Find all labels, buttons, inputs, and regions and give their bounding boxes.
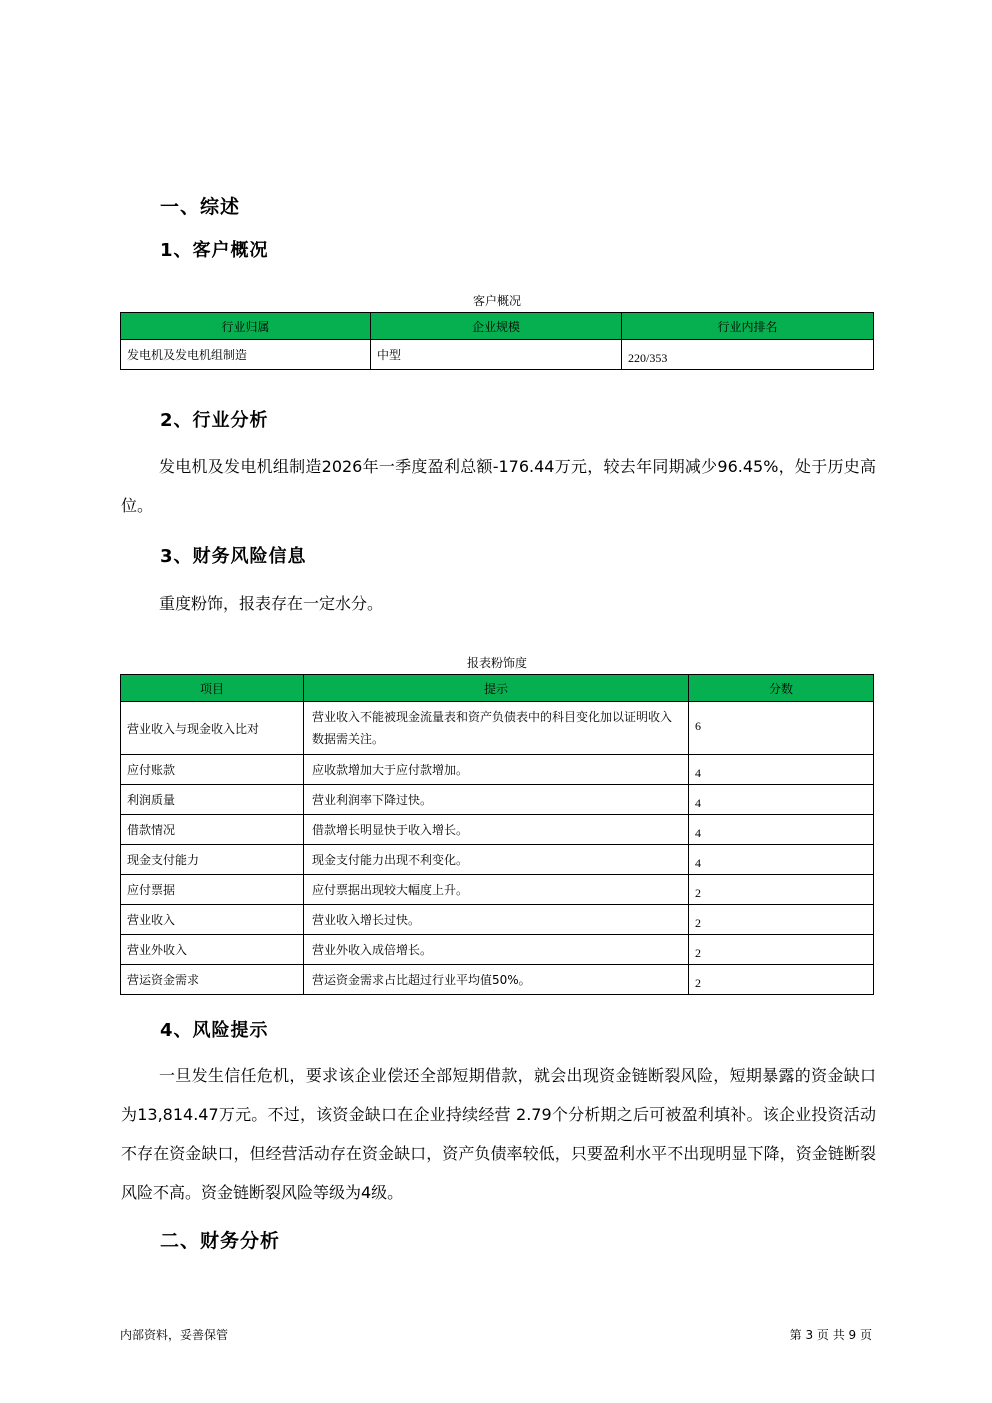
score-cell: 2 [689, 875, 874, 905]
table-header-cell: 行业归属 [121, 313, 371, 340]
score-cell: 2 [689, 965, 874, 995]
score-cell: 4 [689, 815, 874, 845]
table-header-cell: 提示 [304, 675, 689, 702]
table-header-row [121, 675, 874, 702]
footer-page-number: 第 3 页 共 9 页 [789, 1328, 872, 1342]
item-cell: 借款情况 [121, 815, 304, 845]
scale-cell: 中型 [371, 340, 622, 370]
table-row [121, 340, 874, 370]
overview-table-caption: 客户概况 [472, 294, 521, 308]
item-cell: 营业收入 [121, 905, 304, 935]
hint-cell: 营业外收入成倍增长。 [304, 935, 689, 965]
section-title-risk-warning: 4、风险提示 [160, 1020, 269, 1041]
score-cell: 4 [689, 785, 874, 815]
hint-cell: 营业收入不能被现金流量表和资产负债表中的科目变化加以证明收入数据需关注。 [304, 702, 689, 755]
table-row [121, 755, 874, 785]
section-title-risk-info: 3、财务风险信息 [160, 546, 307, 567]
item-cell: 应付账款 [121, 755, 304, 785]
table-header-cell: 项目 [121, 675, 304, 702]
score-cell: 4 [689, 755, 874, 785]
hint-cell: 应付票据出现较大幅度上升。 [304, 875, 689, 905]
hint-cell: 营业利润率下降过快。 [304, 785, 689, 815]
rank-cell: 220/353 [622, 340, 874, 370]
item-cell: 营运资金需求 [121, 965, 304, 995]
item-cell: 营业收入与现金收入比对 [121, 702, 304, 755]
industry-paragraph: 发电机及发电机组制造2026年一季度盈利总额-176.44万元，较去年同期减少96.45%，处于历史高位。 [121, 457, 876, 515]
overview-table [120, 312, 874, 370]
table-header-cell: 企业规模 [371, 313, 622, 340]
score-cell: 2 [689, 905, 874, 935]
table-header-cell: 行业内排名 [622, 313, 874, 340]
item-cell: 营业外收入 [121, 935, 304, 965]
section-title-financial-analysis: 二、财务分析 [160, 1230, 281, 1252]
table-header-cell: 分数 [689, 675, 874, 702]
table-row [121, 702, 874, 755]
hint-cell: 营运资金需求占比超过行业平均值50%。 [304, 965, 689, 995]
table-row [121, 815, 874, 845]
item-cell: 现金支付能力 [121, 845, 304, 875]
industry-cell: 发电机及发电机组制造 [121, 340, 371, 370]
table-row [121, 785, 874, 815]
table-header-row [121, 313, 874, 340]
score-cell: 2 [689, 935, 874, 965]
decoration-table [120, 674, 874, 995]
hint-cell: 现金支付能力出现不利变化。 [304, 845, 689, 875]
table-row [121, 845, 874, 875]
decoration-table-caption: 报表粉饰度 [466, 656, 527, 670]
hint-cell: 应收款增加大于应付款增加。 [304, 755, 689, 785]
score-cell: 4 [689, 845, 874, 875]
table-row [121, 965, 874, 995]
item-cell: 利润质量 [121, 785, 304, 815]
risk-info-paragraph: 重度粉饰，报表存在一定水分。 [159, 594, 384, 613]
table-row [121, 935, 874, 965]
footer-confidential: 内部资料，妥善保管 [120, 1328, 229, 1342]
section-title-industry: 2、行业分析 [160, 410, 269, 431]
item-cell: 应付票据 [121, 875, 304, 905]
section-title-customer: 1、客户概况 [160, 240, 269, 261]
table-row [121, 875, 874, 905]
section-title-overview: 一、综述 [160, 196, 241, 218]
risk-warning-paragraph: 一旦发生信任危机，要求该企业偿还全部短期借款，就会出现资金链断裂风险，短期暴露的资金缺口为13,814.47万元。不过，该资金缺口在企业持续经营 2.79个分析期之后可被盈利填补。该企业投资活动不存在资金缺口，但经营活动存在资金缺口，资产负债率较低，只要盈利水平不出现明显下降，资金链断裂风险不高。资金链断裂风险等级为4级。 [121, 1066, 876, 1202]
score-cell: 6 [689, 702, 874, 755]
table-row [121, 905, 874, 935]
hint-cell: 营业收入增长过快。 [304, 905, 689, 935]
hint-cell: 借款增长明显快于收入增长。 [304, 815, 689, 845]
